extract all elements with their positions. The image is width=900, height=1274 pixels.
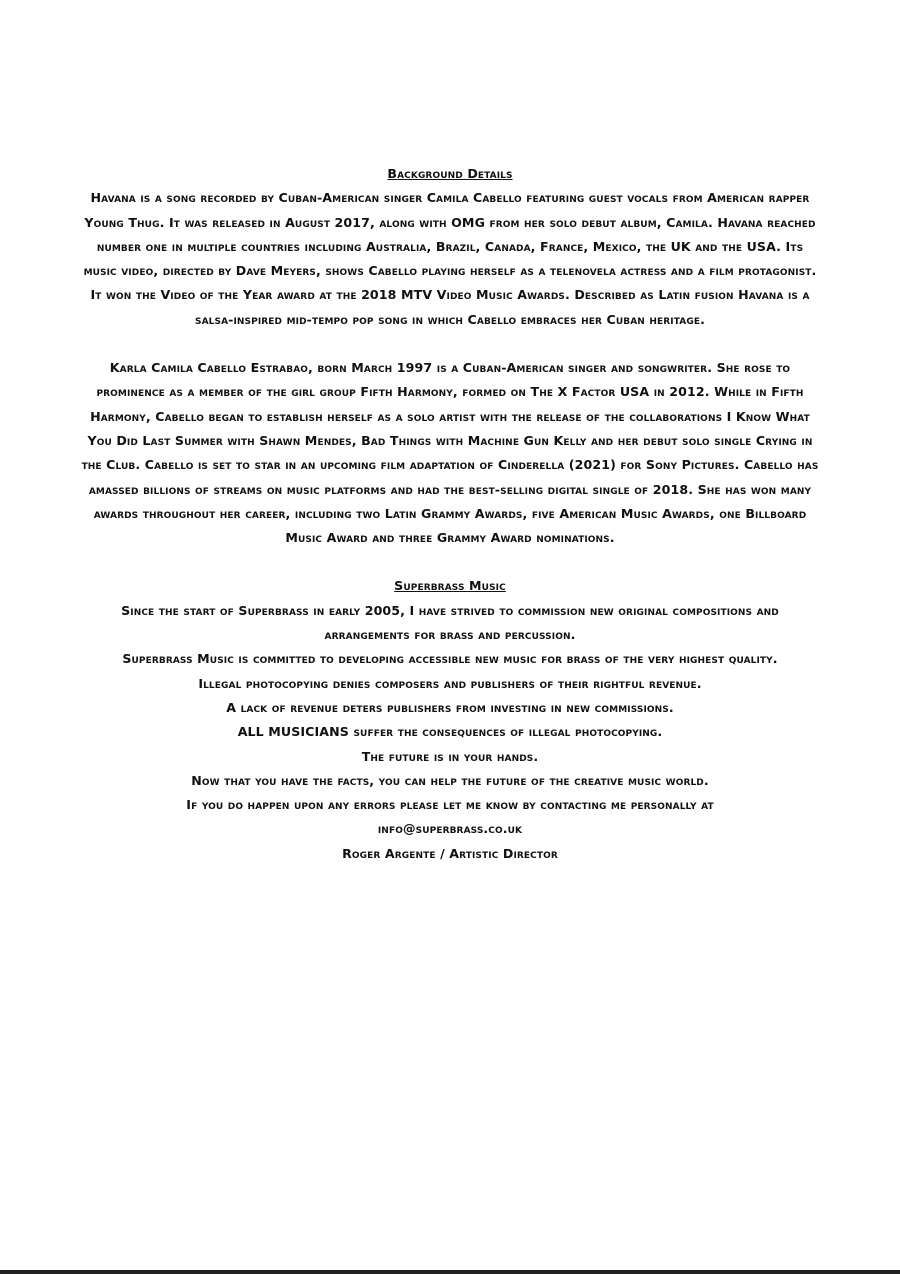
superbrass-line-lack-of-revenue: A lack of revenue deters publishers from investing in new commissions.	[226, 699, 674, 715]
superbrass-line-commitment: Superbrass Music is committed to developing accessible new music for brass of the very highest quality.	[122, 651, 778, 667]
superbrass-heading: Superbrass Music	[394, 578, 506, 594]
all-musicians-emphasis: ALL MUSICIANS	[237, 724, 349, 740]
section-spacer	[80, 550, 820, 574]
contact-email: info@superbrass.co.uk	[377, 821, 523, 837]
superbrass-line-facts: Now that you have the facts, you can help the future of the creative music world.	[191, 772, 709, 788]
all-musicians-rest: suffer the consequences of illegal photocopying.	[348, 724, 663, 740]
page-bottom-border	[0, 1270, 900, 1274]
signature: Roger Argente / Artistic Director	[342, 845, 558, 861]
superbrass-line-all-musicians	[80, 720, 820, 744]
superbrass-line-commission: Since the start of Superbrass in early 2005, I have strived to commission new original compositions and arrangements for brass and percussion.	[121, 602, 779, 643]
background-paragraph-cabello: Karla Camila Cabello Estrabao, born March 1997 is a Cuban-American singer and songwriter. She rose to prominence as a member of the girl group Fifth Harmony, formed on The X Factor USA in 2012. While in Fifth Harmony, Cabello began to establish herself as a solo artist with the release of the collaborations I Know What You Did Last Summer with Shawn Mendes, Bad Things with Machine Gun Kelly and her debut solo single Crying in the Club. Cabello is set to star in an upcoming film adaptation of Cinderella (2021) for Sony Pictures. Cabello has amassed billions of streams on music platforms and had the best-selling digital single of 2018. She has won many awards throughout her career, including two Latin Grammy Awards, five American Music Awards, one Billboard Music Award and three Grammy Award nominations.	[81, 360, 819, 546]
superbrass-line-errors: If you do happen upon any errors please let me know by contacting me personally at	[186, 797, 714, 813]
superbrass-line-illegal-photocopying: Illegal photocopying denies composers and publishers of their rightful revenue.	[198, 675, 702, 691]
superbrass-line-future: The future is in your hands.	[361, 748, 539, 764]
background-paragraph-havana: Havana is a song recorded by Cuban-American singer Camila Cabello featuring guest vocals from American rapper Young Thug. It was released in August 2017, along with OMG from her solo debut album, Camila. Havana reached number one in multiple countries including Australia, Brazil, Canada, France, Mexico, the UK and the USA. Its music video, directed by Dave Meyers, shows Cabello playing herself as a telenovela actress and a film protagonist. It won the Video of the Year award at the 2018 MTV Video Music Awards. Described as Latin fusion Havana is a salsa-inspired mid-tempo pop song in which Cabello embraces her Cuban heritage.	[83, 190, 817, 327]
paragraph-spacer	[80, 332, 820, 356]
background-heading: Background Details	[387, 166, 513, 181]
document-content	[80, 162, 820, 866]
